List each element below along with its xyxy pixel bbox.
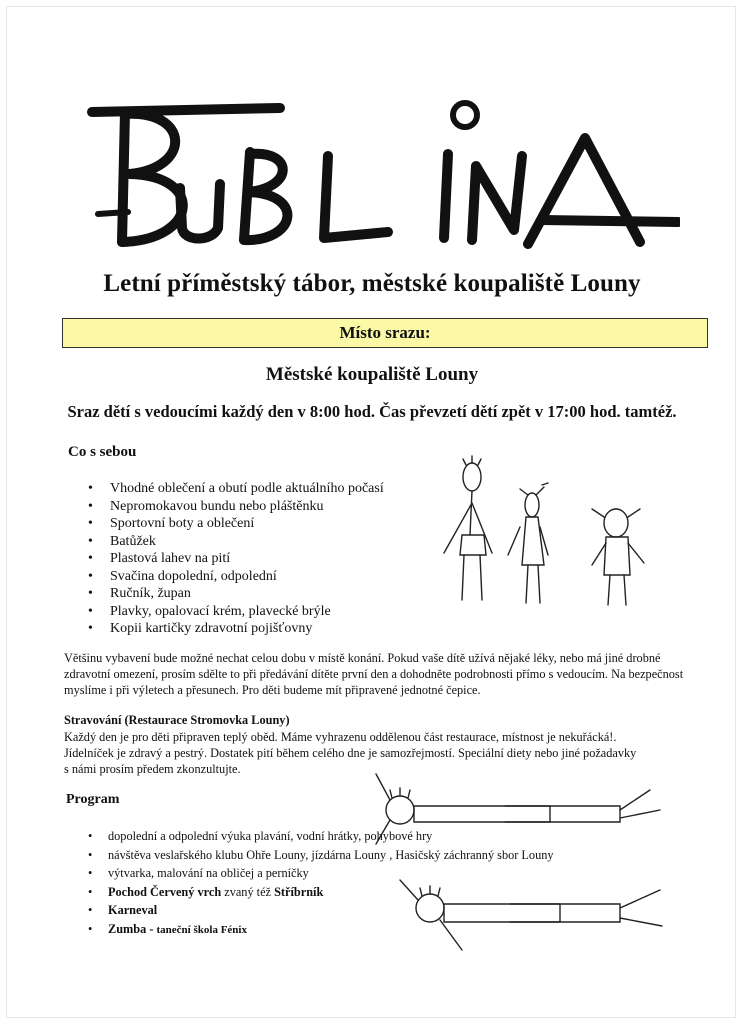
list-item: • Sportovní boty a oblečení <box>88 515 384 533</box>
children-drawing <box>436 455 696 615</box>
list-item: • Vhodné oblečení a obutí podle aktuálního počasí <box>88 480 384 498</box>
program-item-small: taneční škola Fénix <box>156 923 247 936</box>
program-item-bold: Zumba - <box>108 921 157 936</box>
list-item: • Svačina dopolední, odpolední <box>88 568 384 586</box>
bring-heading: Co s sebou <box>68 444 137 460</box>
meeting-place: Městské koupaliště Louny <box>265 364 479 385</box>
food-line: s námi prosím předem zkonzultujte. <box>64 762 241 776</box>
program-list <box>88 827 554 940</box>
list-item: • návštěva veslařského klubu Ohře Louny, jízdárna Louny , Hasičský záchranný sbor Louny <box>88 846 554 865</box>
list-item: • Nepromokavou bundu nebo pláštěnku <box>88 498 384 516</box>
program-item-bold: Stříbrník <box>274 884 324 899</box>
list-item <box>88 920 554 940</box>
list-item <box>88 883 554 902</box>
program-item-bold: Karneval <box>108 903 158 918</box>
list-item: • dopolední a odpolední výuka plavání, vodní hrátky, pohybové hry <box>88 827 554 846</box>
list-item: • výtvarka, malování na obličej a perníčky <box>88 864 554 883</box>
program-item-bold: Pochod Červený vrch <box>108 884 222 899</box>
list-item <box>88 901 554 920</box>
program-heading: Program <box>66 792 120 807</box>
meeting-label-box <box>62 318 708 348</box>
list-item: • Plastová lahev na pití <box>88 550 384 568</box>
list-item: • Kopii kartičky zdravotní pojišťovny <box>88 620 384 638</box>
meeting-time: Sraz dětí s vedoucími každý den v 8:00 hod. Čas převzetí dětí zpět v 17:00 hod. tamtéž. <box>67 402 677 421</box>
food-heading: Stravování (Restaurace Stromovka Louny) <box>64 713 290 727</box>
list-item: • Plavky, opalovací krém, plavecké brýle <box>88 603 384 621</box>
meeting-label: Místo srazu: <box>339 323 431 342</box>
food-line: Jídelníček je zdravý a pestrý. Dostatek pití během celého dne je samozřejmostí. Speciální diety nebo jiné požadavky <box>64 746 637 760</box>
bring-list <box>88 480 384 638</box>
info-paragraph: Většinu vybavení bude možné nechat celou dobu v místě konání. Pokud vaše dítě užívá nějaké léky, nebo má jiné drobné zdravotní omezení, prosím sdělte to při předávání dítěte první den a dohodněte podrobnosti přímo s vedoucím. Na bezpečnost myslíme i při výletech a přesunech. Pro děti budeme mít připravené jednotné čepice. <box>64 651 684 697</box>
bublina-logo <box>80 80 680 260</box>
page-title: Letní příměstský tábor, městské koupaliště Louny <box>103 270 641 297</box>
program-item-text: zvaný též <box>221 884 275 899</box>
list-item: • Ručník, župan <box>88 585 384 603</box>
list-item: • Batůžek <box>88 533 384 551</box>
food-line: Každý den je pro děti připraven teplý oběd. Máme vyhrazenu oddělenou část restaurace, místnost je nekuřácká!. <box>64 730 617 744</box>
